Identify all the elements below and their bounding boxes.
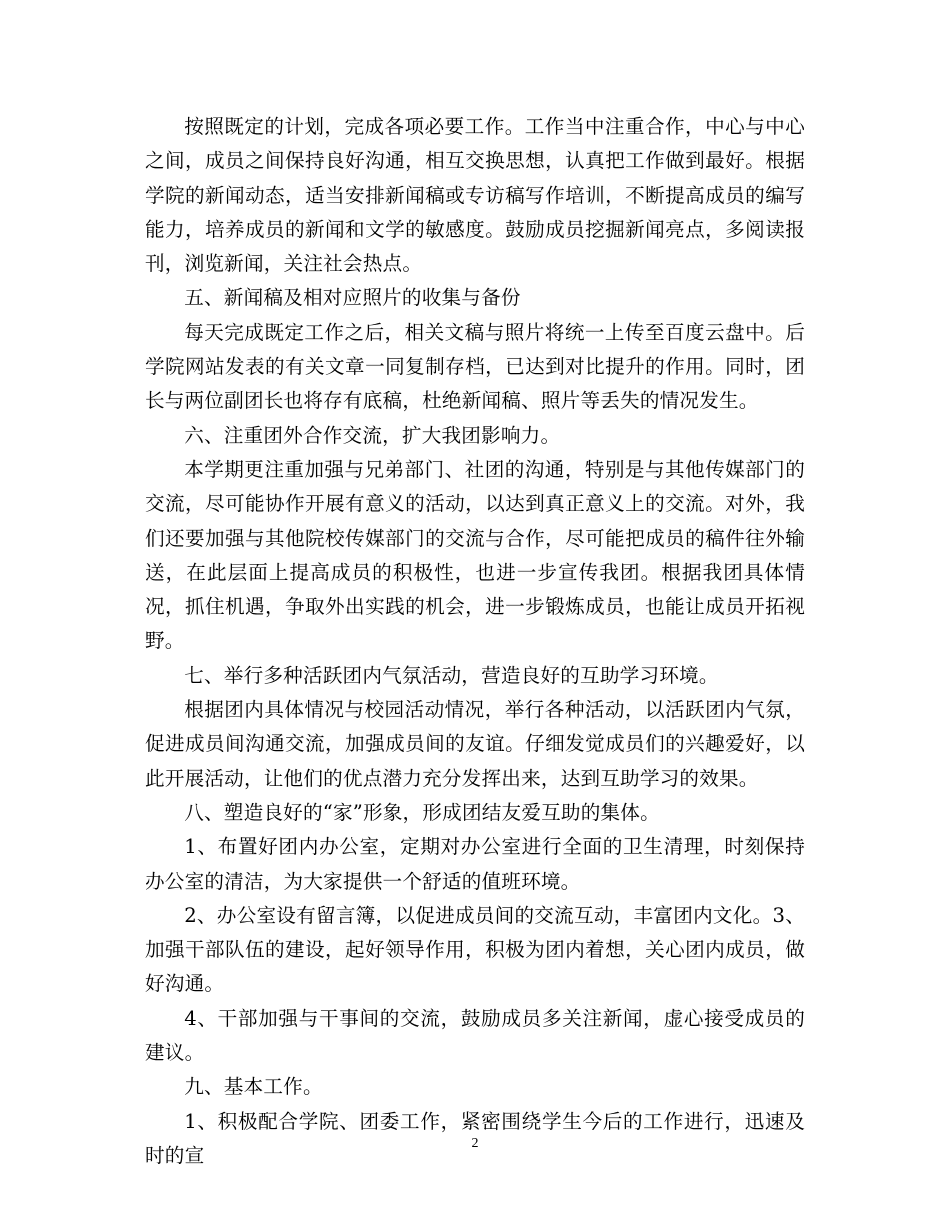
paragraph-office: 1、布置好团内办公室，定期对办公室进行全面的卫生清理，时刻保持办公室的清洁，为大家提供一个舒适的值班环境。	[145, 835, 805, 893]
paragraph-activities: 根据团内具体情况与校园活动情况，举行各种活动，以活跃团内气氛，促进成员间沟通交流，加强成员间的友谊。仔细发觉成员们的兴趣爱好，以此开展活动，让他们的优点潜力充分发挥出来，达到互助学习的效果。	[145, 698, 805, 790]
paragraph-guestbook: 2、办公室设有留言簿，以促进成员间的交流互动，丰富团内文化。3、加强干部队伍的建设，起好领导作用，积极为团内着想，关心团内成员，做好沟通。	[145, 903, 805, 996]
paragraph-backup: 每天完成既定工作之后，相关文稿与照片将统一上传至百度云盘中。后学院网站发表的有关文章一同复制存档，已达到对比提升的作用。同时，团长与两位副团长也将存有底稿，杜绝新闻稿、照片等丢失的情况发生。	[145, 320, 805, 413]
paragraph-cooperation: 本学期更注重加强与兄弟部门、社团的沟通，特别是与其他传媒部门的交流，尽可能协作开展有意义的活动，以达到真正意义上的交流。对外，我们还要加强与其他院校传媒部门的交流与合作，尽可能把成员的稿件往外输送，在此层面上提高成员的积极性，也进一步宣传我团。根据我团具体情况，抓住机遇，争取外出实践的机会，进一步锻炼成员，也能让成员开拓视野。	[145, 457, 805, 653]
section-heading-5: 五、新闻稿及相对应照片的收集与备份	[184, 286, 521, 310]
section-heading-7: 七、举行多种活跃团内气氛活动，营造良好的互助学习环境。	[184, 663, 719, 687]
page-number: 2	[471, 1136, 479, 1151]
section-heading-8: 八、塑造良好的“家”形象，形成团结友爱互助的集体。	[184, 800, 660, 824]
section-heading-9: 九、基本工作。	[184, 1075, 323, 1099]
section-heading-6: 六、注重团外合作交流，扩大我团影响力。	[184, 423, 561, 447]
document-body	[145, 110, 805, 1173]
paragraph-basic-work: 1、积极配合学院、团委工作，紧密围绕学生今后的工作进行，迅速及时的宣	[145, 1109, 805, 1167]
paragraph-cadres: 4、干部加强与干事间的交流，鼓励成员多关注新闻，虚心接受成员的建议。	[145, 1006, 805, 1065]
paragraph-work-plan: 按照既定的计划，完成各项必要工作。工作当中注重合作，中心与中心之间，成员之间保持良好沟通，相互交换思想，认真把工作做到最好。根据学院的新闻动态，适当安排新闻稿或专访稿写作培训，不断提高成员的编写能力，培养成员的新闻和文学的敏感度。鼓励成员挖掘新闻亮点，多阅读报刊，浏览新闻，关注社会热点。	[145, 115, 805, 276]
